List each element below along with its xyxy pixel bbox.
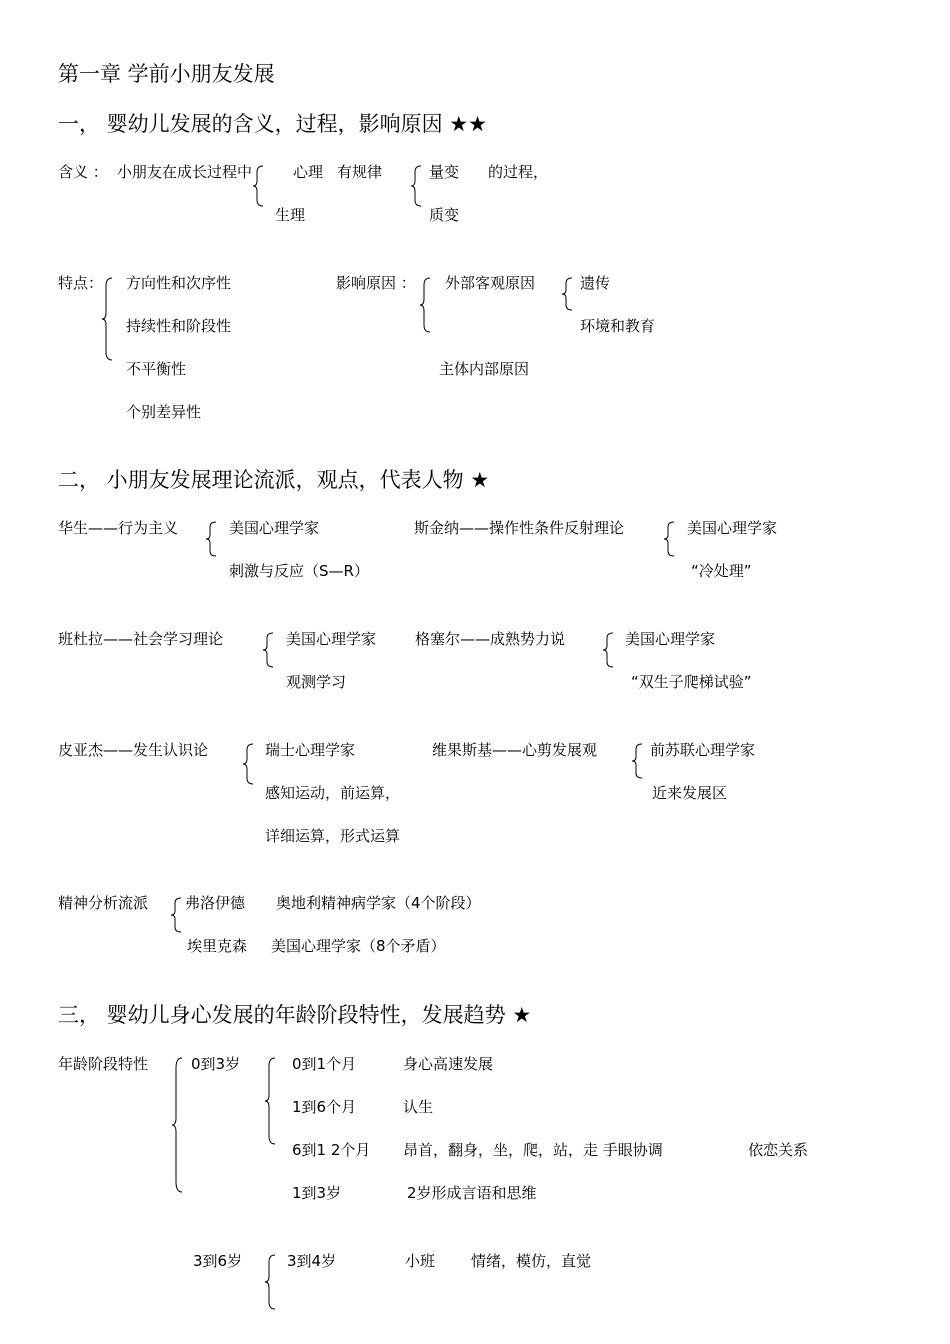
- theory-item: 美国心理学家: [687, 519, 778, 537]
- bracket: [265, 1058, 277, 1144]
- bracket: [172, 1058, 184, 1192]
- meaning-change: 质变: [429, 206, 460, 224]
- bracket: [253, 166, 265, 206]
- age-row-age: 1到3岁: [292, 1184, 342, 1202]
- age-row-age: 0到1个月: [292, 1055, 357, 1073]
- theory-item: 美国心理学家: [229, 519, 320, 537]
- theory-name: 皮亚杰——发生认识论: [58, 741, 209, 759]
- age-row-age: 1到6个月: [292, 1098, 357, 1116]
- theory-item: 美国心理学家: [286, 630, 377, 648]
- age-row-extra: 情绪，模仿，直觉: [471, 1252, 592, 1270]
- age-row-age: 6到1 2个月: [292, 1141, 371, 1159]
- theory-item: 详细运算，形式运算: [265, 827, 401, 845]
- age-row-extra: 依恋关系: [748, 1141, 809, 1159]
- section-heading-3: 三， 婴幼儿身心发展的年龄阶段特性，发展趋势 ★: [58, 1003, 532, 1027]
- theory-name: 华生——行为主义: [58, 519, 179, 537]
- bracket: [664, 522, 676, 556]
- bracket: [420, 278, 432, 332]
- age-row-desc: 身心高速发展: [403, 1055, 494, 1073]
- bracket: [102, 278, 114, 360]
- bracket: [206, 522, 218, 556]
- age-row-desc: 2岁形成言语和思维: [407, 1184, 537, 1202]
- bracket: [171, 898, 183, 932]
- theory-name: 班杜拉——社会学习理论: [58, 630, 224, 648]
- theory-item: 感知运动，前运算，: [265, 784, 401, 802]
- bracket: [411, 166, 423, 206]
- meaning-rule: 有规律: [337, 163, 383, 181]
- bracket: [265, 1255, 277, 1309]
- meaning-branch: 心理: [293, 163, 324, 181]
- psychoanalysis-desc: 奥地利精神病学家（4个阶段）: [276, 894, 481, 912]
- theory-item: 近来发展区: [652, 784, 728, 802]
- feature-item: 个别差异性: [126, 403, 202, 421]
- meaning-label: 含义 ：: [58, 163, 108, 181]
- age-range: 3到6岁: [193, 1252, 243, 1270]
- age-row-desc: 昂首，翻身，坐，爬，站，走 手眼协调: [403, 1141, 663, 1159]
- bracket: [263, 633, 275, 667]
- factors-label: 影响原因 ：: [336, 274, 416, 292]
- factor-external-item: 遗传: [580, 274, 611, 292]
- chapter-title: 第一章 学前小朋友发展: [58, 62, 275, 86]
- theory-name: 维果斯基——心剪发展观: [432, 741, 598, 759]
- section-heading-1: 一， 婴幼儿发展的含义，过程，影响原因 ★★: [58, 112, 488, 136]
- meaning-text: 小朋友在成长过程中: [117, 163, 253, 181]
- age-row-age: 3到4岁: [287, 1252, 337, 1270]
- meaning-branch: 生理: [275, 206, 306, 224]
- theory-item: 瑞士心理学家: [265, 741, 356, 759]
- theory-item: 美国心理学家: [625, 630, 716, 648]
- theory-item: 前苏联心理学家: [650, 741, 756, 759]
- section-heading-2: 二， 小朋友发展理论流派，观点，代表人物 ★: [58, 468, 490, 492]
- psychoanalysis-desc: 美国心理学家（8个矛盾）: [271, 937, 446, 955]
- bracket: [562, 278, 574, 310]
- psychoanalysis-person: 弗洛伊德: [185, 894, 246, 912]
- features-label: 特点：: [58, 274, 104, 292]
- theory-name: 格塞尔——成熟势力说: [415, 630, 566, 648]
- psychoanalysis-person: 埃里克森: [187, 937, 248, 955]
- age-row-desc: 认生: [403, 1098, 434, 1116]
- psychoanalysis-label: 精神分析流派: [58, 894, 149, 912]
- factor-external: 外部客观原因: [445, 274, 536, 292]
- feature-item: 不平衡性: [126, 360, 187, 378]
- bracket: [603, 633, 615, 667]
- factor-internal: 主体内部原因: [439, 360, 530, 378]
- meaning-suffix: 的过程，: [488, 163, 549, 181]
- meaning-change: 量变: [429, 163, 460, 181]
- age-range: 0到3岁: [191, 1055, 241, 1073]
- theory-item: 观测学习: [286, 673, 347, 691]
- theory-name: 斯金纳——操作性条件反射理论: [414, 519, 625, 537]
- feature-item: 持续性和阶段性: [126, 317, 232, 335]
- theory-item: “双生子爬梯试验”: [631, 673, 752, 691]
- theory-item: 刺激与反应（S—R）: [229, 562, 369, 580]
- feature-item: 方向性和次序性: [126, 274, 232, 292]
- bracket: [243, 744, 255, 784]
- factor-external-item: 环境和教育: [580, 317, 656, 335]
- age-row-desc: 小班: [405, 1252, 436, 1270]
- theory-item: “冷处理”: [691, 562, 752, 580]
- age-label: 年龄阶段特性: [58, 1055, 149, 1073]
- bracket: [632, 744, 644, 778]
